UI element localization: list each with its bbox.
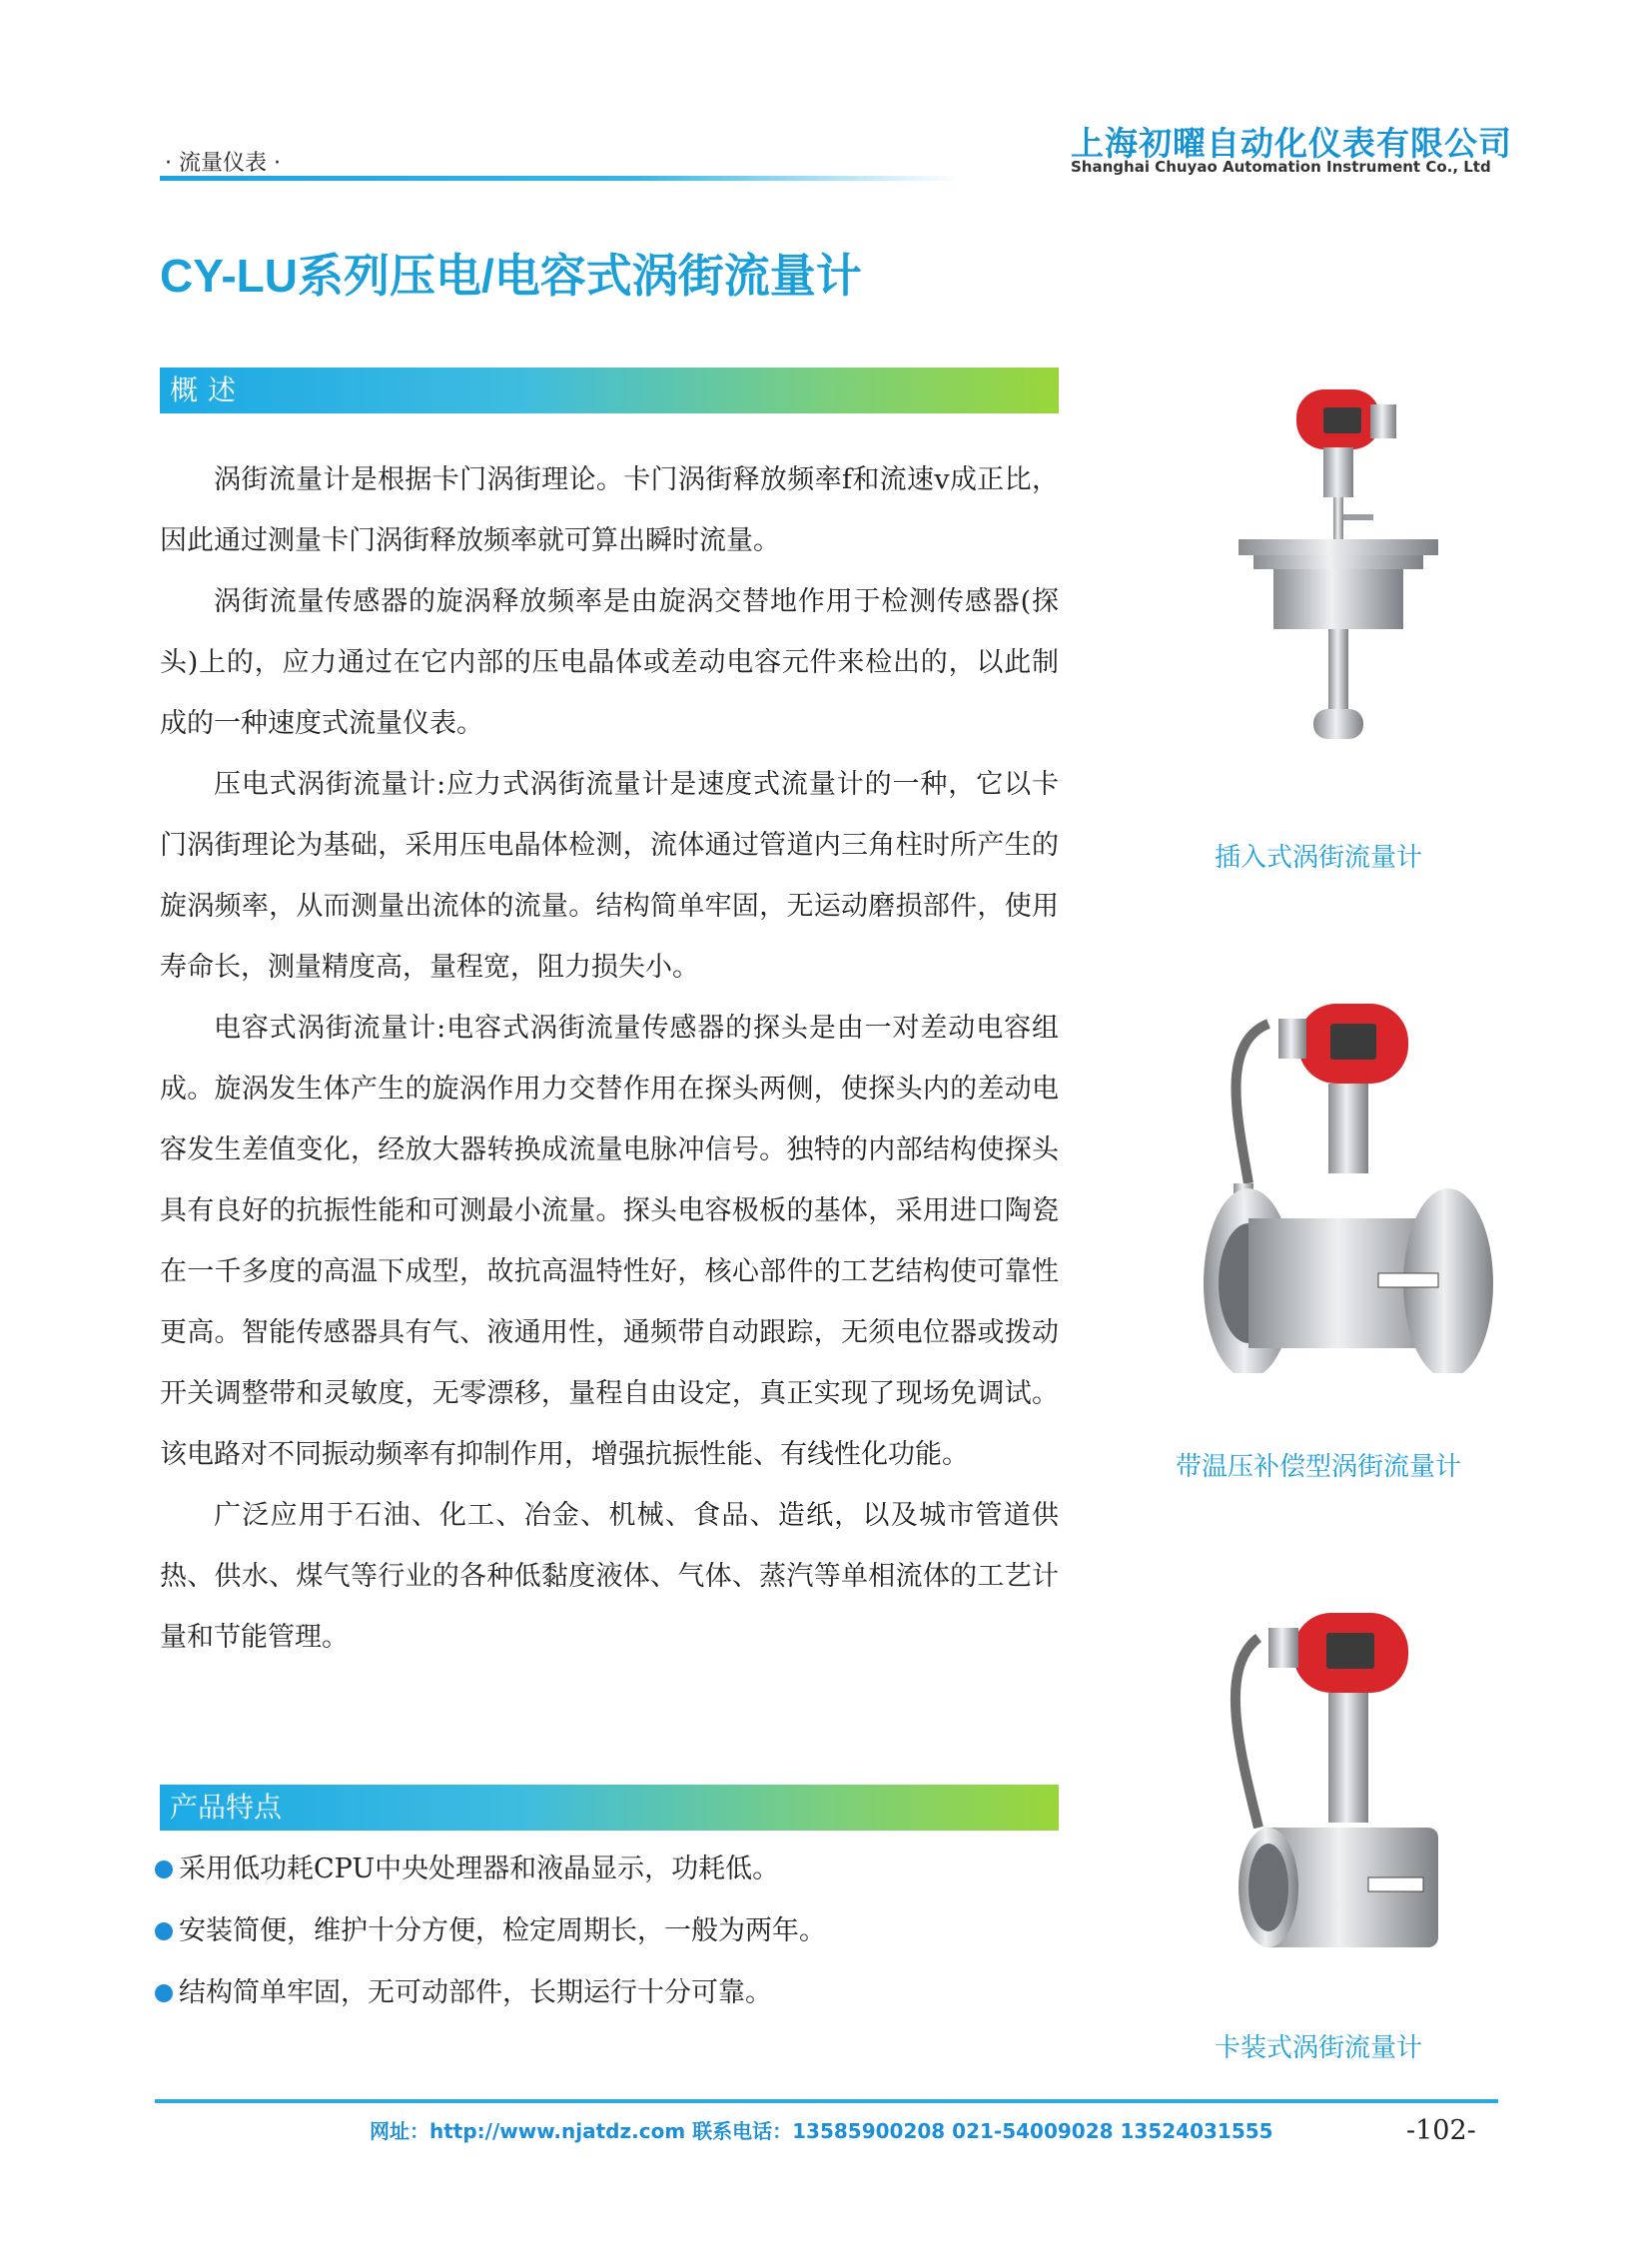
feature-text: 采用低功耗CPU中央处理器和液晶显示，功耗低。	[179, 1854, 780, 1884]
footer-contact: 网址：http://www.njatdz.com 联系电话：13585900208 021-54009028 13524031555	[370, 2119, 1273, 2143]
list-item	[155, 1850, 1074, 1911]
feature-text: 结构简单牢固，无可动部件，长期运行十分可靠。	[179, 1977, 772, 2008]
list-item	[155, 1911, 1074, 1973]
feature-text: 安装简便，维护十分方便，检定周期长，一般为两年。	[179, 1915, 826, 1946]
bullet-icon	[155, 1984, 173, 2002]
product-caption: 带温压补偿型涡街流量计	[1175, 1452, 1461, 1482]
product-caption: 插入式涡街流量计	[1214, 843, 1422, 873]
product-caption: 卡装式涡街流量计	[1214, 2033, 1422, 2063]
page-number: -102-	[1406, 2115, 1476, 2146]
bullet-icon	[155, 1922, 173, 1940]
insertion-flowmeter-image	[1179, 379, 1498, 769]
overview-paragraph: 涡街流量传感器的旋涡释放频率是由旋涡交替地作用于检测传感器(探头)上的，应力通过在它内部的压电晶体或差动电容元件来检出的，以此制成的一种速度式流量仪表。	[160, 586, 1059, 739]
section-heading-overview: 概述	[160, 368, 1059, 413]
company-name-cn: 上海初曜自动化仪表有限公司	[1071, 124, 1512, 163]
features-list	[155, 1850, 1074, 2035]
header-divider	[160, 176, 959, 181]
overview-paragraph: 电容式涡街流量计:电容式涡街流量传感器的探头是由一对差动电容组成。旋涡发生体产生的旋涡作用力交替作用在探头两侧，使探头内的差动电容发生差值变化，经放大器转换成流量电脉冲信号。独特的内部结构使探头具有良好的抗振性能和可测最小流量。探头电容极板的基体，采用进口陶瓷在一千多度的高温下成型，故抗高温特性好，核心部件的工艺结构使可靠性更高。智能传感器具有气、液通用性，通频带自动跟踪，无须电位器或拨动开关调整带和灵敏度，无零漂移，量程自由设定，真正实现了现场免调试。该电路对不同振动频率有抑制作用，增强抗振性能、有线性化功能。	[160, 1013, 1059, 1470]
compensated-flowmeter-image	[1179, 984, 1498, 1373]
overview-body	[160, 449, 1059, 1668]
overview-paragraph: 广泛应用于石油、化工、冶金、机械、食品、造纸，以及城市管道供热、供水、煤气等行业的各种低黏度液体、气体、蒸汽等单相流体的工艺计量和节能管理。	[160, 1500, 1059, 1653]
footer-divider	[155, 2099, 1498, 2103]
company-name-en: Shanghai Chuyao Automation Instrument Co., Ltd	[1071, 158, 1491, 176]
overview-paragraph: 压电式涡街流量计:应力式涡街流量计是速度式流量计的一种，它以卡门涡街理论为基础，采用压电晶体检测，流体通过管道内三角柱时所产生的旋涡频率，从而测量出流体的流量。结构简单牢固，无运动磨损部件，使用寿命长，测量精度高，量程宽，阻力损失小。	[160, 769, 1059, 983]
section-heading-features: 产品特点	[160, 1785, 1059, 1831]
section-tag: · 流量仪表 ·	[165, 151, 281, 176]
page-title: CY-LU系列压电/电容式涡街流量计	[160, 250, 862, 302]
bullet-icon	[155, 1861, 173, 1878]
list-item	[155, 1973, 1074, 2035]
overview-paragraph: 涡街流量计是根据卡门涡街理论。卡门涡街释放频率f和流速v成正比，因此通过测量卡门涡街释放频率就可算出瞬时流量。	[160, 464, 1059, 556]
clamp-flowmeter-image	[1179, 1598, 1498, 1977]
